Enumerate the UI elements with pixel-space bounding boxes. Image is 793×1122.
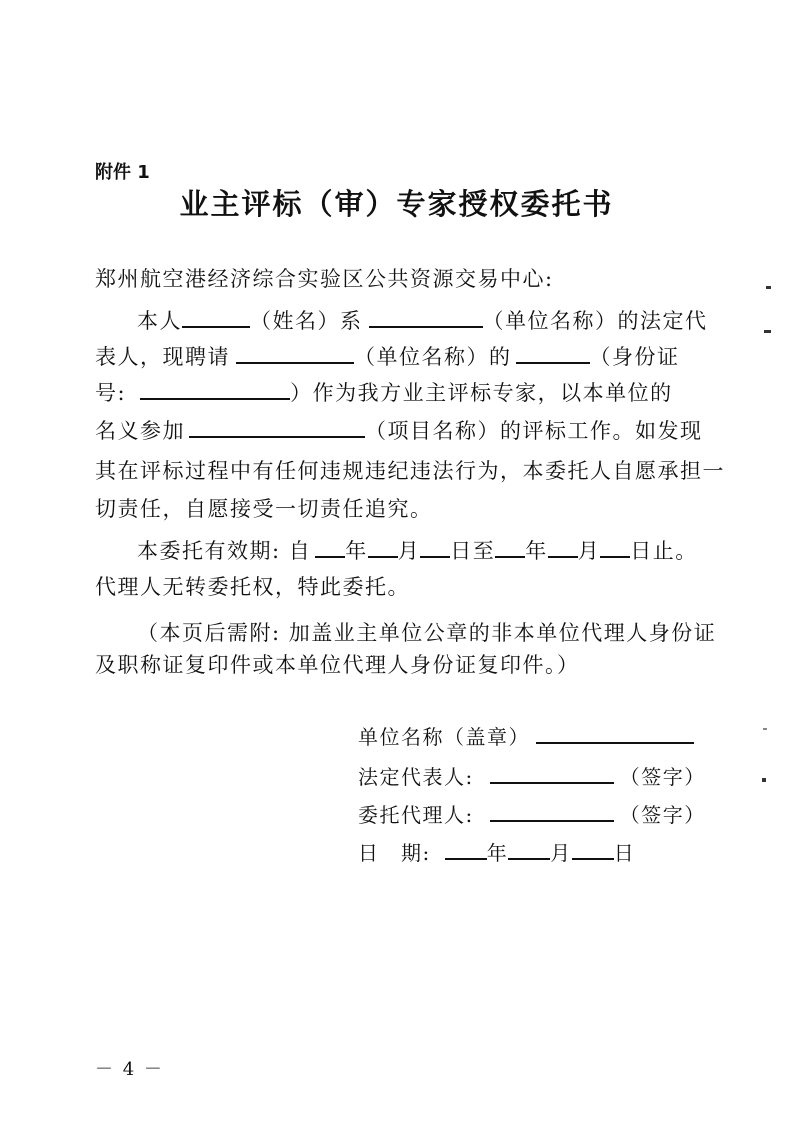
legal-rep-sign-note: （签字） (619, 765, 706, 789)
attachment-label: 附件 1 (95, 162, 150, 183)
note-line-1: （本页后需附: 加盖业主单位公章的非本单位代理人身份证 (137, 621, 717, 645)
year-unit: 年 (525, 539, 548, 563)
sign-year-blank (445, 840, 487, 860)
scan-speck (762, 778, 766, 782)
id-number-blank (140, 380, 290, 400)
end-year-blank (495, 538, 525, 558)
body-line-2 (95, 344, 680, 370)
unit-seal-row (358, 724, 694, 750)
body-line-3 (95, 380, 673, 406)
page-number: － 4 － (95, 1059, 164, 1080)
legal-rep-row (358, 764, 706, 790)
day-to-unit: 日至 (450, 539, 496, 563)
start-day-blank (420, 538, 450, 558)
body-line-4 (95, 418, 703, 444)
body-line-1 (137, 308, 708, 334)
text-segment: （项目名称）的评标工作。如发现 (365, 419, 703, 443)
text-segment: （单位名称）的 (354, 345, 512, 369)
month-unit: 月 (397, 539, 421, 563)
agent-label: 委托代理人: (358, 803, 474, 827)
project-name-blank (189, 418, 365, 438)
agent-row (358, 802, 706, 828)
signature-date-row (358, 840, 635, 866)
unit-seal-label: 单位名称（盖章） (358, 725, 530, 749)
date-label: 日 期: (358, 841, 431, 865)
addressee: 郑州航空港经济综合实验区公共资源交易中心: (95, 267, 554, 291)
no-transfer-text: 代理人无转委托权，特此委托。 (95, 575, 410, 599)
validity-line (137, 538, 698, 564)
validity-label: 本委托有效期: 自 (137, 539, 312, 563)
agent-sign-note: （签字） (619, 803, 706, 827)
start-year-blank (315, 538, 345, 558)
end-day-blank (600, 538, 630, 558)
unit-seal-blank (536, 724, 694, 744)
text-segment: （姓名）系 (250, 309, 363, 333)
legal-rep-label: 法定代表人: (358, 765, 474, 789)
hired-unit-blank (236, 344, 354, 364)
month-unit: 月 (550, 841, 572, 865)
page-title: 业主评标（审）专家授权委托书 (179, 187, 614, 221)
text-segment: （单位名称）的法定代 (482, 309, 708, 333)
text-segment: 号: (95, 381, 127, 405)
legal-rep-signature-blank (490, 764, 614, 784)
sign-month-blank (508, 840, 550, 860)
unit-name-blank (369, 308, 483, 328)
note-line-2: 及职称证复印件或本单位代理人身份证复印件。） (95, 653, 580, 677)
scan-speck (764, 330, 771, 333)
scan-speck (763, 728, 767, 730)
text-segment: ）作为我方业主评标专家，以本单位的 (290, 381, 673, 405)
end-month-blank (548, 538, 578, 558)
text-segment: 名义参加 (95, 419, 185, 443)
scan-speck (766, 286, 771, 289)
year-unit: 年 (486, 841, 509, 865)
text-segment: 本人 (137, 309, 182, 333)
body-line-6: 切责任，自愿接受一切责任追究。 (95, 497, 433, 521)
hired-person-blank (516, 344, 590, 364)
body-line-5: 其在评标过程中有任何违规违纪违法行为，本委托人自愿承担一 (95, 459, 725, 483)
agent-signature-blank (490, 802, 614, 822)
sign-day-blank (572, 840, 614, 860)
day-unit: 日 (613, 841, 636, 865)
text-segment: （身份证 (589, 345, 680, 369)
name-blank (182, 308, 250, 328)
year-unit: 年 (345, 539, 368, 563)
day-end-unit: 日止。 (630, 539, 698, 563)
start-month-blank (368, 538, 398, 558)
text-segment: 表人，现聘请 (95, 345, 230, 369)
month-unit: 月 (577, 539, 601, 563)
